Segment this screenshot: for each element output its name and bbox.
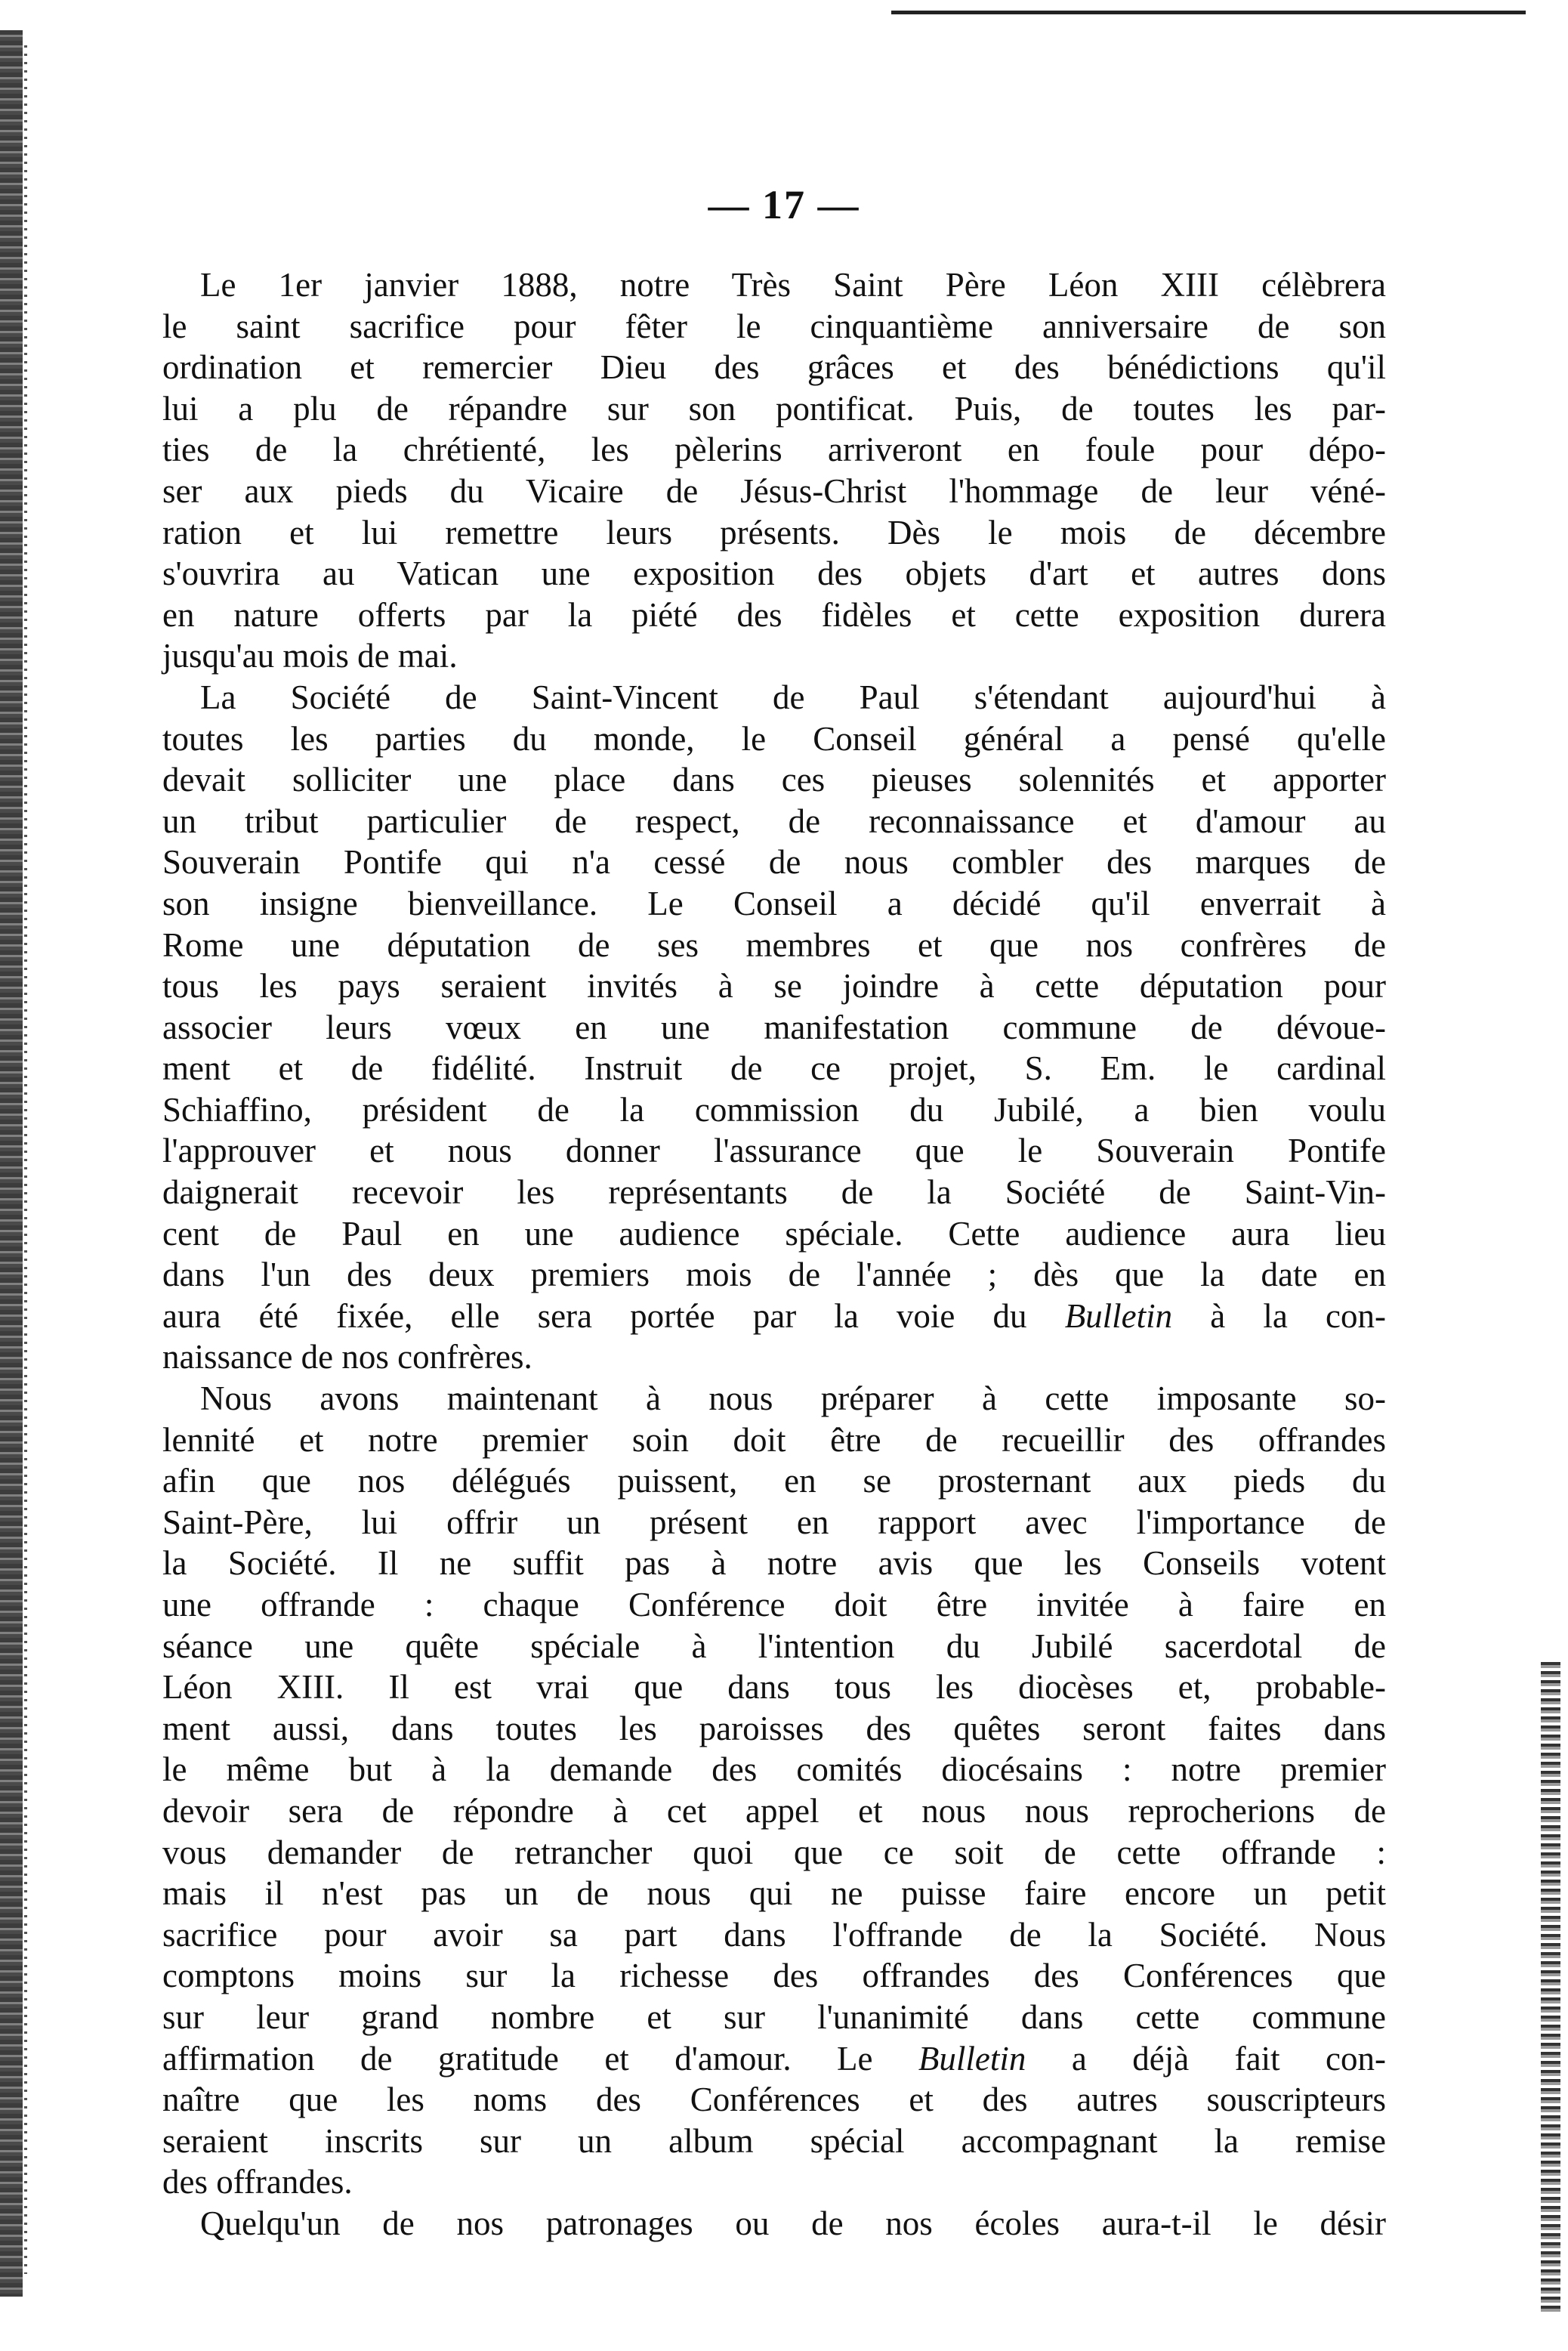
text-line: ment aussi, dans toutes les paroisses des quêtes seront faites dans bbox=[162, 1709, 1386, 1747]
text-line: Léon XIII. Il est vrai que dans tous les diocèses et, probable- bbox=[162, 1668, 1386, 1707]
text-line: séance une quête spéciale à l'intention du Jubilé sacerdotal de bbox=[162, 1627, 1386, 1665]
text-line: ties de la chrétienté, les pèlerins arriveront en foule pour dépo- bbox=[162, 431, 1386, 469]
text-line: sacrifice pour avoir sa part dans l'offrande de la Société. Nous bbox=[162, 1915, 1386, 1954]
text-line: vous demander de retrancher quoi que ce soit de cette offrande : bbox=[162, 1833, 1386, 1871]
scan-edge-mark-right bbox=[1541, 1662, 1560, 2312]
text-line: lui a plu de répandre sur son pontificat. Puis, de toutes les par- bbox=[162, 389, 1386, 428]
scan-binding-mark-left bbox=[24, 45, 27, 2274]
text-line: Quelqu'un de nos patronages ou de nos écoles aura-t-il le désir bbox=[200, 2204, 1386, 2242]
text-line: mais il n'est pas un de nous qui ne puisse faire encore un petit bbox=[162, 1874, 1386, 1913]
paragraph-4 bbox=[162, 2203, 1386, 2244]
text-line-with-italic bbox=[162, 1296, 1386, 1337]
paragraph-2 bbox=[162, 677, 1386, 1378]
text-line: ment et de fidélité. Instruit de ce projet, S. Em. le cardinal bbox=[162, 1049, 1386, 1088]
text-line: associer leurs vœux en une manifestation commune de dévoue- bbox=[162, 1008, 1386, 1046]
bulletin-title: Bulletin bbox=[918, 2039, 1026, 2078]
text-line: le saint sacrifice pour fêter le cinquantième anniversaire de son bbox=[162, 307, 1386, 345]
text-line: daignerait recevoir les représentants de la Société de Saint-Vin- bbox=[162, 1173, 1386, 1212]
text-line: un tribut particulier de respect, de reconnaissance et d'amour au bbox=[162, 802, 1386, 840]
text-segment: à la con- bbox=[1172, 1296, 1386, 1335]
text-line: seraient inscrits sur un album spécial accompagnant la remise bbox=[162, 2121, 1386, 2160]
text-line: la Société. Il ne suffit pas à notre avis que les Conseils votent bbox=[162, 1544, 1386, 1583]
text-segment: a déjà fait con- bbox=[1026, 2039, 1386, 2078]
text-line-with-italic bbox=[162, 2038, 1386, 2080]
page-number: — 17 — bbox=[708, 182, 860, 227]
text-line: comptons moins sur la richesse des offrandes des Conférences que bbox=[162, 1957, 1386, 1995]
text-segment: affirmation de gratitude et d'amour. Le bbox=[162, 2039, 918, 2078]
text-line: Saint-Père, lui offrir un présent en rapport avec l'importance de bbox=[162, 1503, 1386, 1541]
text-line: ration et lui remettre leurs présents. Dès le mois de décembre bbox=[162, 513, 1386, 551]
text-line: tous les pays seraient invités à se joindre à cette députation pour bbox=[162, 967, 1386, 1006]
text-line: devait solliciter une place dans ces pieuses solennités et apporter bbox=[162, 761, 1386, 799]
paragraph-1 bbox=[162, 264, 1386, 677]
text-line: La Société de Saint-Vincent de Paul s'étendant aujourd'hui à bbox=[200, 678, 1386, 716]
text-line: une offrande : chaque Conférence doit être invitée à faire en bbox=[162, 1586, 1386, 1623]
text-line: Rome une députation de ses membres et que nos confrères de bbox=[162, 925, 1386, 964]
text-line: Souverain Pontife qui n'a cessé de nous combler des marques de bbox=[162, 843, 1386, 882]
text-line: Nous avons maintenant à nous préparer à cette imposante so- bbox=[200, 1379, 1386, 1418]
text-line: en nature offerts par la piété des fidèles et cette exposition durera bbox=[162, 595, 1386, 634]
text-body bbox=[162, 264, 1386, 2244]
text-line: Schiaffino, président de la commission du Jubilé, a bien voulu bbox=[162, 1090, 1386, 1129]
text-line: dans l'un des deux premiers mois de l'année ; dès que la date en bbox=[162, 1256, 1386, 1294]
text-line: cent de Paul en une audience spéciale. Cette audience aura lieu bbox=[162, 1214, 1386, 1253]
text-line: son insigne bienveillance. Le Conseil a décidé qu'il enverrait à bbox=[162, 884, 1386, 922]
text-line: jusqu'au mois de mai. bbox=[162, 637, 458, 675]
paragraph-3 bbox=[162, 1378, 1386, 2203]
text-line: ordination et remercier Dieu des grâces et des bénédictions qu'il bbox=[162, 348, 1386, 387]
text-line: s'ouvrira au Vatican une exposition des objets d'art et autres dons bbox=[162, 555, 1386, 593]
text-line: ser aux pieds du Vicaire de Jésus-Christ l'hommage de leur véné- bbox=[162, 471, 1386, 510]
text-line: naître que les noms des Conférences et des autres souscripteurs bbox=[162, 2081, 1386, 2119]
text-line: toutes les parties du monde, le Conseil général a pensé qu'elle bbox=[162, 719, 1386, 758]
text-line: lennité et notre premier soin doit être de recueillir des offrandes bbox=[162, 1420, 1386, 1459]
text-line: afin que nos délégués puissent, en se prosternant aux pieds du bbox=[162, 1462, 1386, 1500]
text-line: Le 1er janvier 1888, notre Très Saint Père Léon XIII célèbrera bbox=[200, 266, 1386, 304]
text-line: des offrandes. bbox=[162, 2163, 353, 2201]
text-line: sur leur grand nombre et sur l'unanimité dans cette commune bbox=[162, 1997, 1386, 2036]
text-line: naissance de nos confrères. bbox=[162, 1338, 532, 1376]
bulletin-title: Bulletin bbox=[1064, 1296, 1173, 1335]
text-line: le même but à la demande des comités diocésains : notre premier bbox=[162, 1750, 1386, 1789]
scan-top-rule bbox=[891, 11, 1526, 14]
text-line: l'approuver et nous donner l'assurance que le Souverain Pontife bbox=[162, 1132, 1386, 1170]
text-segment: aura été fixée, elle sera portée par la voie du bbox=[162, 1296, 1065, 1335]
text-line: devoir sera de répondre à cet appel et nous nous reprocherions de bbox=[162, 1791, 1386, 1830]
scan-binding-shadow-left bbox=[0, 30, 23, 2297]
